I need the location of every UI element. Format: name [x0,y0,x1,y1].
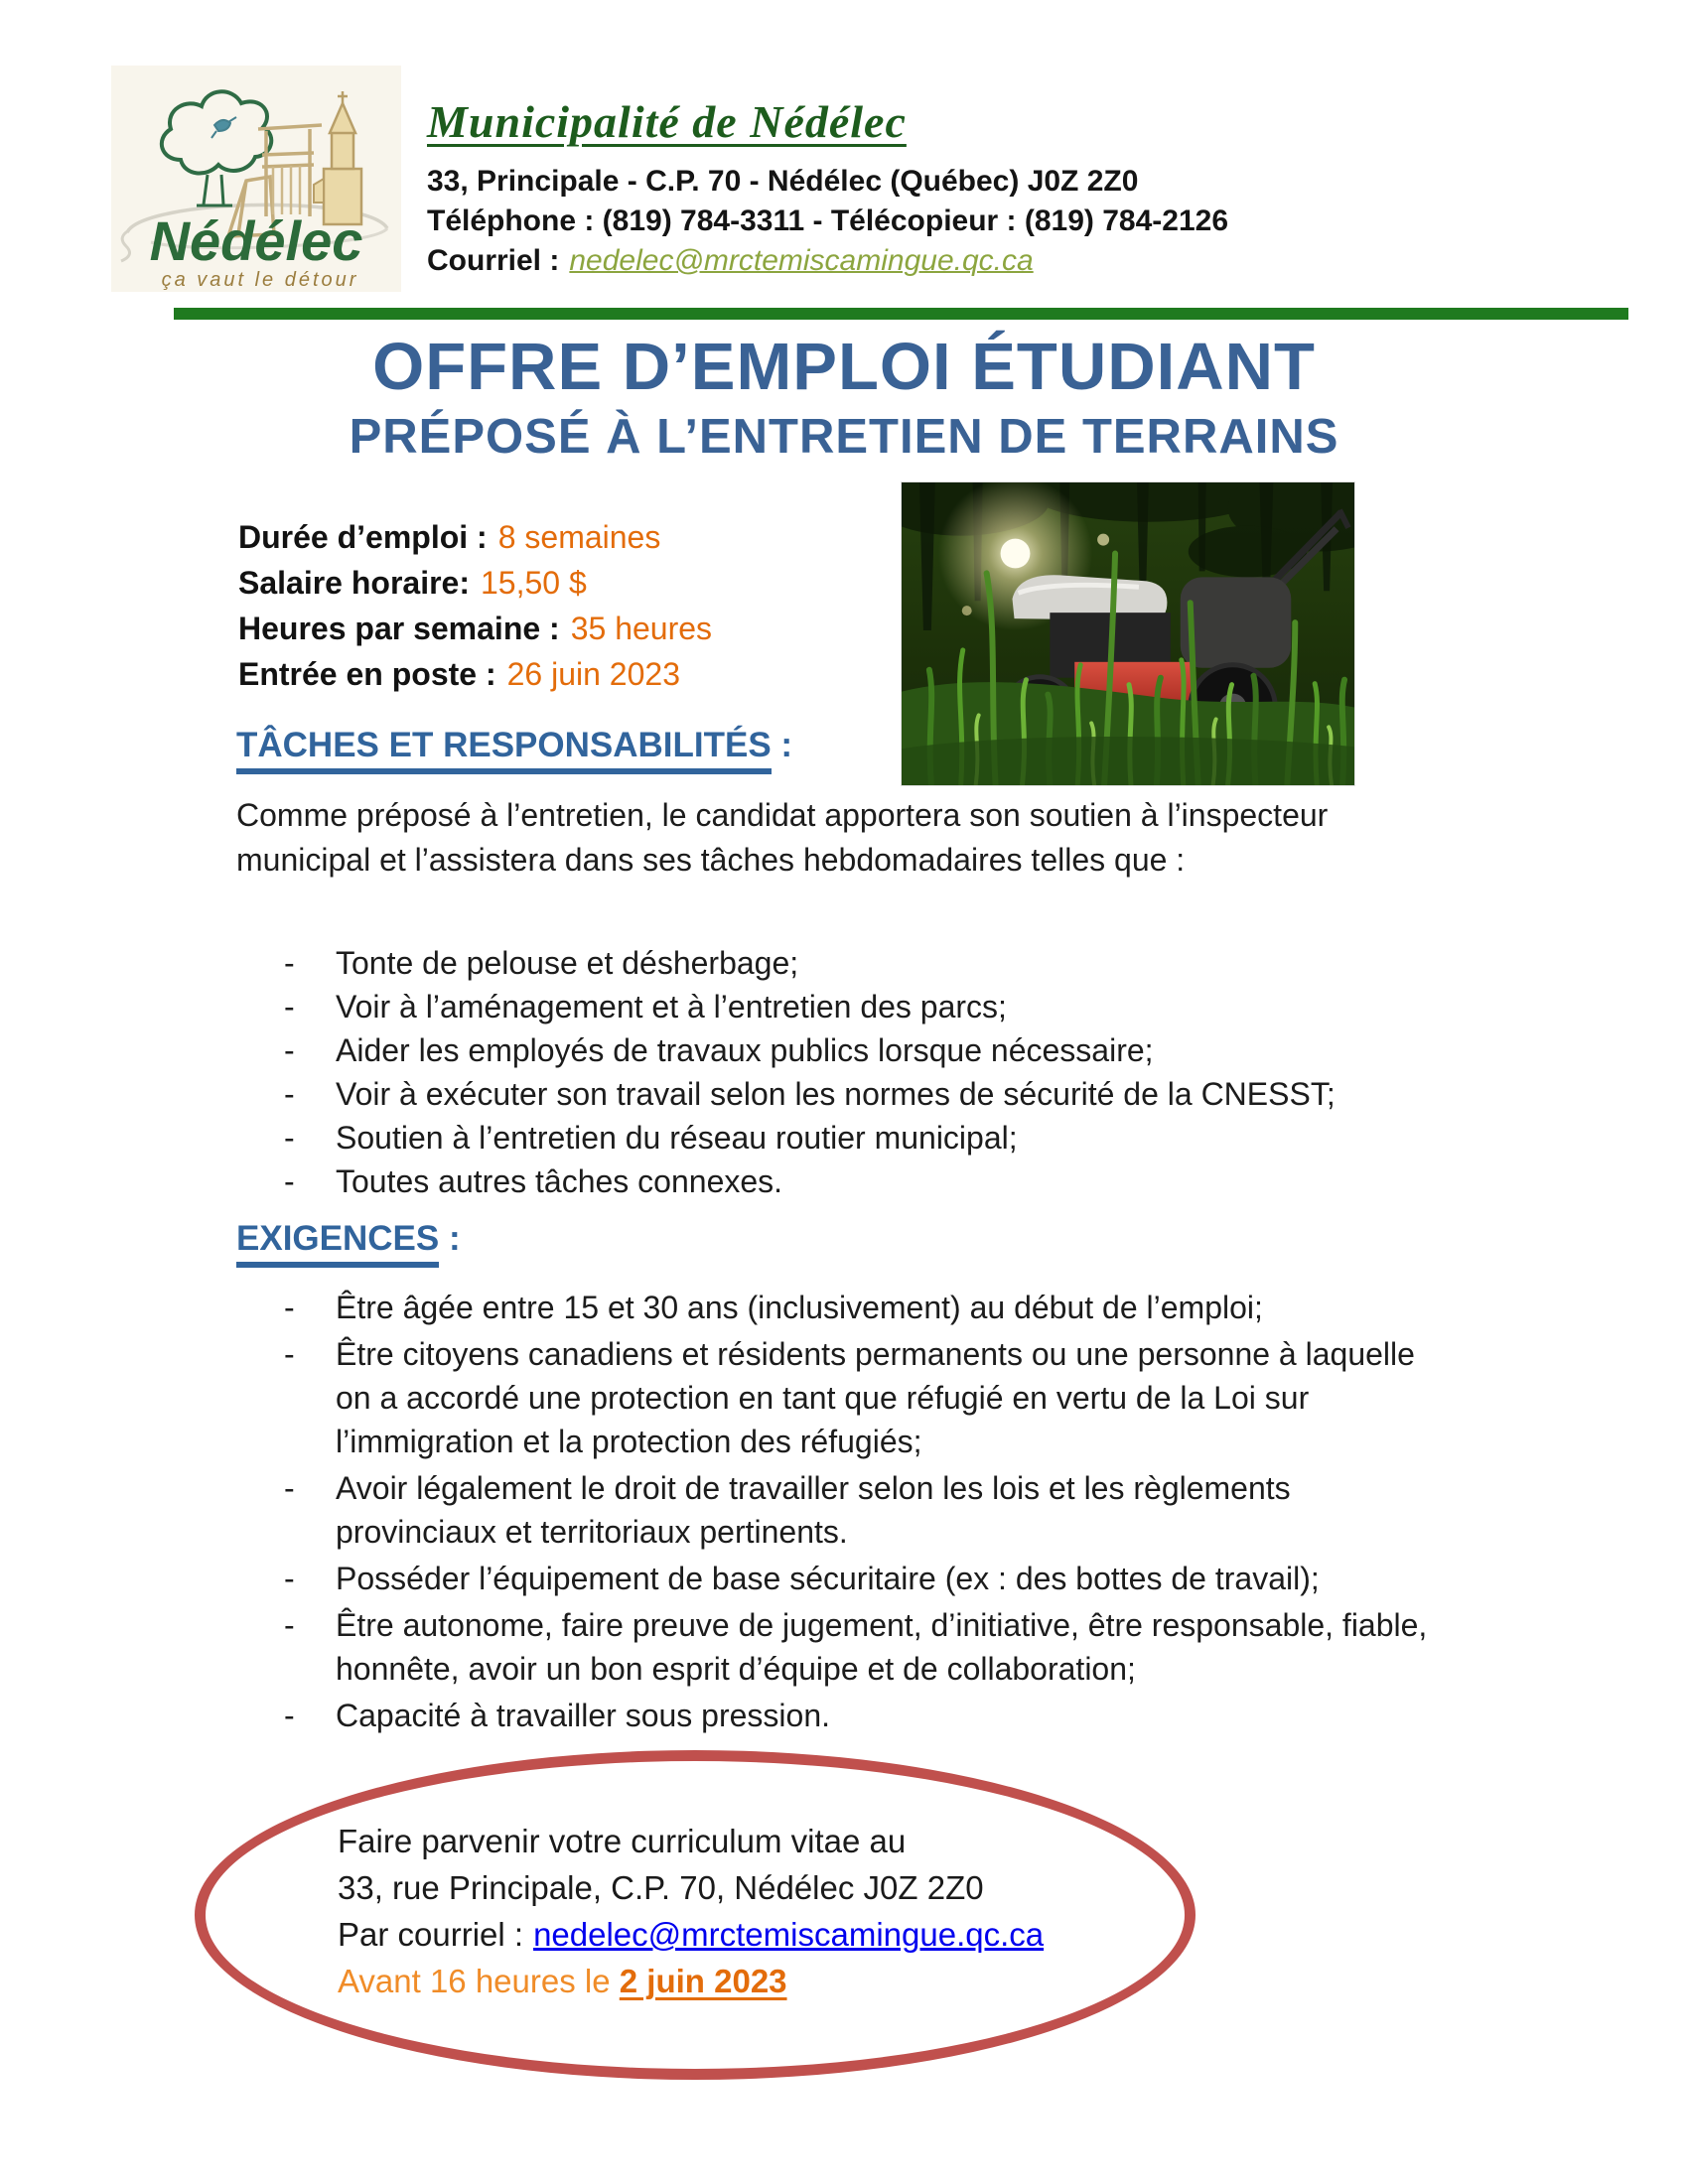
page-title: OFFRE D’EMPLOI ÉTUDIANT [372,330,1316,404]
dash-marker: - [284,1163,295,1199]
requirements-list [284,1286,1436,1740]
title-block [0,332,1688,465]
deadline-date: 2 juin 2023 [619,1963,787,1999]
tasks-heading-colon: : [771,726,793,764]
detail-value: 15,50 $ [481,565,587,601]
municipality-logo [111,66,401,294]
dash-marker: - [284,1120,295,1156]
dash-marker: - [284,1076,295,1112]
detail-value: 35 heures [570,611,713,646]
header-divider [174,308,1628,320]
requirement-item: - Capacité à travailler sous pression. [284,1694,1436,1737]
task-item: - Tonte de pelouse et désherbage; [284,941,1461,985]
apply-deadline [338,1958,1044,2004]
requirement-item: - Être autonome, faire preuve de jugement, d’initiative, être responsable, fiable, honnête, avoir un bon esprit d’équipe et de collaboration; [284,1603,1436,1691]
org-name: Municipalité de Nédélec [427,96,907,147]
dash-marker: - [284,1698,295,1733]
detail-row-duration [238,514,712,560]
logo-wordmark: Nédélec [149,209,363,272]
apply-email-label: Par courriel : [338,1916,524,1953]
requirements-heading-colon: : [439,1219,461,1258]
tasks-list [284,941,1461,1203]
task-item: - Aider les employés de travaux publics lorsque nécessaire; [284,1028,1461,1072]
deadline-prefix: Avant 16 heures le [338,1963,620,1999]
dash-marker: - [284,1561,295,1596]
org-address: 33, Principale - C.P. 70 - Nédélec (Québec) J0Z 2Z0 [427,165,1139,198]
email-label: Courriel : [427,244,560,277]
detail-label: Entrée en poste : [238,656,496,692]
org-phone-fax: Téléphone : (819) 784-3311 - Télécopieur : (819) 784-2126 [427,205,1229,237]
requirements-section-heading [236,1219,461,1268]
dash-marker: - [284,1336,295,1372]
dash-marker: - [284,989,295,1024]
requirements-heading-text: EXIGENCES [236,1219,439,1268]
detail-label: Durée d’emploi : [238,519,488,555]
apply-line-cv: Faire parvenir votre curriculum vitae au [338,1823,907,1859]
dash-marker: - [284,1290,295,1325]
job-photo [901,481,1355,786]
task-item: - Soutien à l’entretien du réseau routier municipal; [284,1116,1461,1160]
dash-marker: - [284,1470,295,1506]
task-item: - Voir à exécuter son travail selon les normes de sécurité de la CNESST; [284,1072,1461,1116]
detail-value: 26 juin 2023 [506,656,680,692]
dash-marker: - [284,1032,295,1068]
requirement-item: - Posséder l’équipement de base sécuritaire (ex : des bottes de travail); [284,1557,1436,1600]
apply-block [338,1818,1044,2004]
apply-email-link[interactable]: nedelec@mrctemiscamingue.qc.ca [533,1916,1045,1953]
org-email-row [427,241,1519,281]
apply-line-address: 33, rue Principale, C.P. 70, Nédélec J0Z 2Z0 [338,1869,984,1906]
task-item: - Voir à l’aménagement et à l’entretien des parcs; [284,985,1461,1028]
requirement-item: - Avoir légalement le droit de travailler selon les lois et les règlements provinciaux et territoriaux pertinents. [284,1466,1436,1554]
tasks-section-heading [236,726,792,774]
header-email-link[interactable]: nedelec@mrctemiscamingue.qc.ca [569,244,1034,277]
lawnmower-photo-illustration [902,482,1354,785]
tasks-intro: Comme préposé à l’entretien, le candidat apportera son soutien à l’inspecteur municipal et l’assistera dans ses tâches hebdomadaires telles que : [236,797,1329,878]
dash-marker: - [284,1607,295,1643]
header [427,95,1519,281]
detail-row-salary [238,560,712,606]
detail-row-start-date [238,651,712,697]
logo-illustration-icon [111,66,401,292]
requirement-item: - Être âgée entre 15 et 30 ans (inclusivement) au début de l’emploi; [284,1286,1436,1329]
apply-email-row [338,1911,1044,1958]
detail-row-hours [238,606,712,651]
job-details [238,514,712,697]
logo-tagline: ça vaut le détour [161,269,359,291]
detail-value: 8 semaines [497,519,661,555]
requirement-item: - Être citoyens canadiens et résidents permanents ou une personne à laquelle on a accordé une protection en tant que réfugié en vertu de la Loi sur l’immigration et la protection des réfugiés; [284,1332,1436,1463]
tasks-heading-text: TÂCHES ET RESPONSABILITÉS [236,726,772,774]
dash-marker: - [284,945,295,981]
detail-label: Salaire horaire: [238,565,470,601]
page-subtitle: PRÉPOSÉ À L’ENTRETIEN DE TERRAINS [349,410,1339,464]
task-item: - Toutes autres tâches connexes. [284,1160,1461,1203]
detail-label: Heures par semaine : [238,611,560,646]
